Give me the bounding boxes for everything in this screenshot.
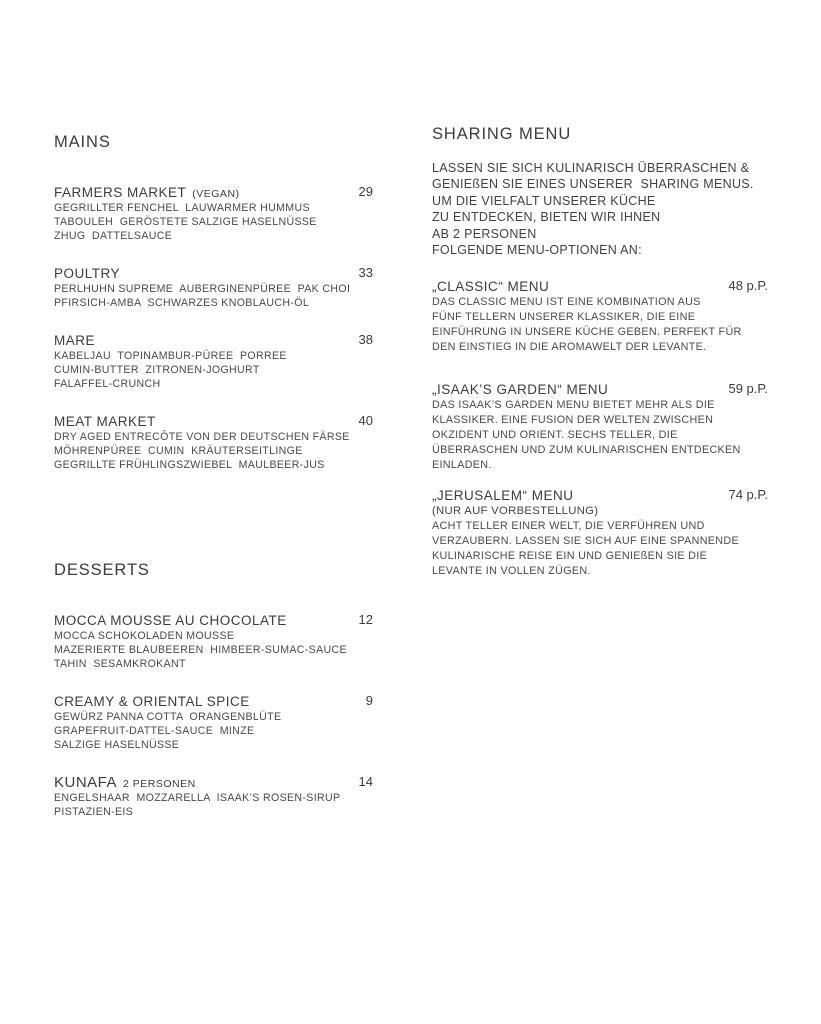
item-description-line: KABELJAU TOPINAMBUR-PÜREE PORREE: [54, 350, 287, 362]
menu-description-line: LEVANTE IN VOLLEN ZÜGEN.: [432, 565, 591, 578]
item-head: [54, 413, 373, 430]
item-head: [432, 278, 768, 295]
menu-description-line: DEN EINSTIEG IN DIE AROMAWELT DER LEVANTE.: [432, 341, 707, 354]
item-description-line: PISTAZIEN-EIS: [54, 806, 134, 818]
item-name: MOCCA MOUSSE AU CHOCOLATE: [54, 613, 287, 628]
item-suffix: (VEGAN): [192, 188, 240, 200]
intro-line: LASSEN SIE SICH KULINARISCH ÜBERRASCHEN &: [432, 161, 750, 175]
item-description-line: ENGELSHAAR MOZZARELLA ISAAK’S ROSEN-SIRUP: [54, 792, 341, 804]
item-description-line: PERLHUHN SUPREME AUBERGINENPÜREE PAK CHOI: [54, 283, 351, 295]
menu-item-meat-market: [54, 413, 373, 472]
item-head: [432, 381, 768, 398]
item-head: [54, 265, 373, 282]
menu-description-line: ÜBERRASCHEN UND ZUM KULINARISCHEN ENTDECKEN: [432, 444, 741, 457]
menu-item-kunafa: [54, 774, 373, 819]
item-head: [54, 184, 373, 201]
menu-description-line: KLASSIKER. EINE FUSION DER WELTEN ZWISCHEN: [432, 414, 714, 427]
item-price: 9: [365, 693, 373, 708]
item-name-row: [54, 774, 196, 791]
item-name-row: [54, 265, 120, 282]
intro-line: ZU ENTDECKEN, BIETEN WIR IHNEN: [432, 210, 661, 225]
sharing-menu-jerusalem: [432, 487, 768, 579]
menu-description-line: VERZAUBERN. LASSEN SIE SICH AUF EINE SPANNENDE: [432, 535, 739, 548]
section-title-desserts: DESSERTS: [54, 561, 150, 579]
menu-description-line: OKZIDENT UND ORIENT. SECHS TELLER, DIE: [432, 429, 678, 442]
menu-item-mocca-mousse: [54, 612, 373, 671]
left-column: [54, 133, 373, 819]
intro-line: GENIEßEN SIE EINES UNSERER SHARING MENUS.: [432, 177, 754, 192]
intro-line: FOLGENDE MENU-OPTIONEN AN:: [432, 243, 642, 258]
item-description-line: FALAFFEL-CRUNCH: [54, 378, 161, 390]
item-name: MARE: [54, 333, 96, 348]
item-name-row: [54, 413, 156, 430]
item-price: 74 p.P.: [728, 487, 768, 503]
item-description-line: GRAPEFRUIT-DATTEL-SAUCE MINZE: [54, 725, 255, 737]
menu-description-line: EINFÜHRUNG IN UNSERE KÜCHE GEBEN. PERFEKT FÜR: [432, 326, 742, 339]
item-description-line: MAZERIERTE BLAUBEEREN HIMBEER-SUMAC-SAUCE: [54, 644, 347, 656]
menu-description-line: DAS CLASSIC MENU IST EINE KOMBINATION AUS: [432, 296, 701, 309]
item-description-line: GEWÜRZ PANNA COTTA ORANGENBLÜTE: [54, 711, 282, 723]
right-column: [432, 125, 768, 579]
item-description-line: GEGRILLTER FENCHEL LAUWARMER HUMMUS: [54, 202, 310, 214]
item-name: KUNAFA: [54, 774, 118, 791]
menu-item-poultry: [54, 265, 373, 310]
item-name: FARMERS MARKET: [54, 185, 187, 200]
item-suffix: 2 PERSONEN: [123, 778, 196, 790]
item-name-row: [54, 612, 287, 629]
item-name: „JERUSALEM“ MENU: [432, 488, 574, 504]
item-description-line: CUMIN-BUTTER ZITRONEN-JOGHURT: [54, 364, 260, 376]
item-price: 29: [358, 184, 373, 199]
item-head: [54, 774, 373, 791]
item-description-line: SALZIGE HASELNÜSSE: [54, 739, 180, 751]
item-price: 38: [358, 332, 373, 347]
item-head: [432, 487, 768, 504]
menu-item-creamy-oriental-spice: [54, 693, 373, 752]
item-price: 33: [358, 265, 373, 280]
menu-description-line: DAS ISAAK’S GARDEN MENU BIETET MEHR ALS DIE: [432, 399, 715, 412]
item-head: [54, 693, 373, 710]
menu-item-farmers-market: [54, 184, 373, 243]
menu-description-line: FÜNF TELLERN UNSERER KLASSIKER, DIE EINE: [432, 311, 696, 324]
intro-line: AB 2 PERSONEN: [432, 226, 537, 241]
intro-line: UM DIE VIELFALT UNSERER KÜCHE: [432, 193, 656, 208]
item-name-row: [54, 184, 240, 201]
item-name: „ISAAK’S GARDEN“ MENU: [432, 382, 609, 398]
item-name: „CLASSIC“ MENU: [432, 279, 550, 295]
item-description-line: TABOULEH GERÖSTETE SALZIGE HASELNÜSSE: [54, 216, 317, 228]
item-price: 12: [358, 612, 373, 627]
item-price: 14: [358, 774, 373, 789]
sharing-menu-intro: [432, 160, 768, 258]
item-head: [54, 612, 373, 629]
item-name: CREAMY & ORIENTAL SPICE: [54, 694, 250, 709]
menu-note: (NUR AUF VORBESTELLUNG): [432, 505, 599, 518]
item-price: 59 p.P.: [728, 381, 768, 397]
menu-description-line: KULINARISCHE REISE EIN UND GENIEßEN SIE DIE: [432, 550, 708, 563]
item-name-row: [54, 693, 250, 710]
sharing-menu-isaaks-garden: [432, 381, 768, 473]
item-head: [54, 332, 373, 349]
item-description-line: DRY AGED ENTRECÔTE VON DER DEUTSCHEN FÄRSE: [54, 431, 350, 443]
item-description-line: MÖHRENPÜREE CUMIN KRÄUTERSEITLINGE: [54, 445, 303, 457]
menu-description-line: ACHT TELLER EINER WELT, DIE VERFÜHREN UND: [432, 520, 705, 533]
item-description-line: MOCCA SCHOKOLADEN MOUSSE: [54, 630, 235, 642]
menu-item-mare: [54, 332, 373, 391]
item-name-row: [54, 332, 95, 349]
item-description-line: ZHUG DATTELSAUCE: [54, 230, 173, 242]
item-description-line: TAHIN SESAMKROKANT: [54, 658, 186, 670]
item-name: POULTRY: [54, 266, 121, 281]
section-title-mains: MAINS: [54, 133, 111, 151]
item-price: 40: [358, 413, 373, 428]
item-description-line: GEGRILLTE FRÜHLINGSZWIEBEL MAULBEER-JUS: [54, 459, 325, 471]
section-title-sharing-menu: SHARING MENU: [432, 125, 572, 143]
item-name: MEAT MARKET: [54, 414, 156, 429]
item-description-line: PFIRSICH-AMBA SCHWARZES KNOBLAUCH-ÖL: [54, 297, 310, 309]
menu-description-line: EINLADEN.: [432, 459, 492, 472]
item-price: 48 p.P.: [728, 278, 768, 294]
sharing-menu-classic: [432, 278, 768, 355]
